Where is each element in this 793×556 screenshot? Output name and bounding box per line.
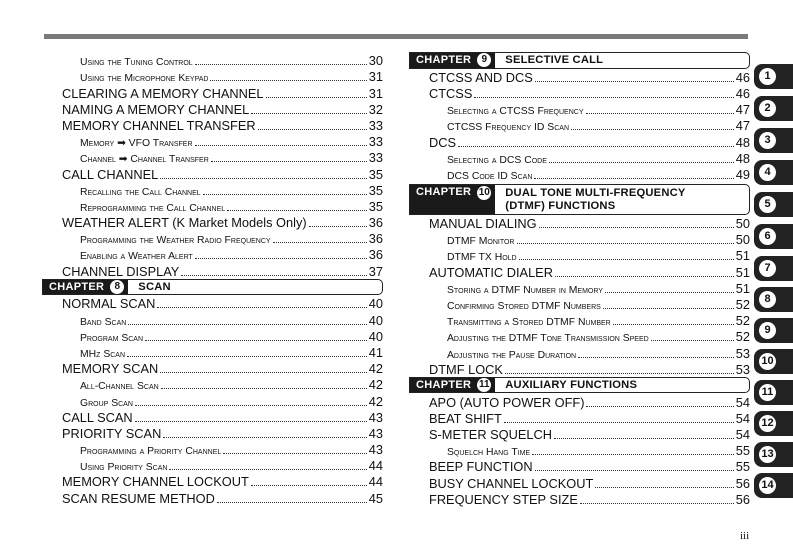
dot-leader [505,373,734,374]
chapter-tab-2[interactable] [754,96,793,121]
entry-page-number: 54 [735,426,750,442]
toc-subsection-entry[interactable] [42,392,383,408]
toc-subsection-entry[interactable] [42,133,383,149]
toc-subsection-entry[interactable] [42,198,383,214]
dot-leader [580,503,734,504]
entry-page-number: 53 [735,345,750,361]
entry-title: Band Scan [80,316,127,328]
entry-page-number: 55 [735,459,750,475]
chapter-heading-9 [409,52,750,69]
dot-leader [145,340,367,341]
entry-title: DCS [429,134,457,150]
entry-title: MEMORY CHANNEL TRANSFER [62,117,256,133]
entry-title: MANUAL DIALING [429,216,537,232]
toc-right-column [409,52,750,507]
entry-title: Program Scan [80,332,144,344]
dot-leader [517,243,734,244]
entry-page-number: 47 [735,118,750,134]
dot-leader [586,406,733,407]
entry-title: Storing a DTMF Number in Memory [447,284,603,296]
entry-title: PRIORITY SCAN [62,425,162,441]
dot-leader [251,113,367,114]
entry-title: CLEARING A MEMORY CHANNEL [62,85,264,101]
toc-section-entry[interactable] [409,215,750,231]
toc-section-entry[interactable] [409,133,750,149]
entry-title: MEMORY CHANNEL LOCKOUT [62,474,249,490]
toc-subsection-entry[interactable] [409,296,750,312]
chapter-word: CHAPTER [416,379,472,392]
toc-section-entry[interactable] [409,458,750,474]
chapter-tab-4[interactable] [754,160,793,185]
chapter-title: SCAN [138,280,171,293]
toc-subsection-entry[interactable] [42,149,383,165]
entry-page-number: 33 [368,134,383,150]
toc-section-entry[interactable] [42,101,383,117]
entry-title: DTMF TX Hold [447,252,517,264]
entry-page-number: 48 [735,134,750,150]
chapter-tab-number: 7 [759,260,776,277]
chapter-tab-number: 8 [759,291,776,308]
chapter-word: CHAPTER [416,54,472,67]
chapter-tab-number: 11 [759,384,776,401]
toc-section-entry[interactable] [409,426,750,442]
dot-leader [211,161,367,162]
entry-page-number: 51 [735,264,750,280]
dot-leader [195,145,367,146]
entry-page-number: 54 [735,394,750,410]
chapter-label [410,53,495,68]
entry-page-number: 43 [368,442,383,458]
entry-page-number: 46 [735,85,750,101]
dot-leader [160,372,367,373]
chapter-tab-number: 10 [759,353,776,370]
entry-page-number: 50 [735,216,750,232]
toc-subsection-entry[interactable] [42,52,383,68]
chapter-tab-13[interactable] [754,442,793,467]
chapter-tab-9[interactable] [754,318,793,343]
dot-leader [651,340,734,341]
dot-leader [181,275,366,276]
toc-section-entry[interactable] [42,165,383,181]
dot-leader [128,324,366,325]
entry-title: BEEP FUNCTION [429,459,533,475]
entry-page-number: 47 [735,102,750,118]
toc-subsection-entry[interactable] [42,457,383,473]
toc-section-entry[interactable] [42,360,383,376]
chapter-word: CHAPTER [416,185,472,198]
toc-subsection-entry[interactable] [42,68,383,84]
entry-page-number: 32 [368,101,383,117]
entry-title: Reprogramming the Call Channel [80,202,226,214]
dot-leader [595,487,733,488]
toc-section-entry[interactable] [409,474,750,490]
chapter-title: AUXILIARY FUNCTIONS [505,379,638,392]
entry-page-number: 54 [735,410,750,426]
toc-subsection-entry[interactable] [42,311,383,327]
chapter-tab-6[interactable] [754,224,793,249]
chapter-tab-number: 5 [759,196,776,213]
entry-page-number: 52 [735,313,750,329]
toc-subsection-entry[interactable] [409,117,750,133]
dot-leader [504,422,734,423]
chapter-title: SELECTIVE CALL [505,54,604,67]
entry-title: Using Priority Scan [80,462,168,474]
entry-page-number: 55 [735,443,750,459]
entry-page-number: 43 [368,425,383,441]
dot-leader [578,357,734,358]
dot-leader [227,210,367,211]
dot-leader [474,97,733,98]
chapter-tab-14[interactable] [754,473,793,498]
entry-title: Recalling the Call Channel [80,186,201,198]
chapter-tab-number: 4 [759,164,776,181]
entry-title: MHz Scan [80,348,126,360]
chapter-tab-11[interactable] [754,380,793,405]
chapter-tab-7[interactable] [754,256,793,281]
toc-subsection-entry[interactable] [409,442,750,458]
entry-page-number: 42 [368,361,383,377]
entry-page-number: 40 [368,328,383,344]
toc-section-entry[interactable] [42,84,383,100]
dot-leader [539,227,734,228]
entry-page-number: 43 [368,409,383,425]
top-rule [44,34,748,39]
entry-page-number: 35 [368,198,383,214]
chapter-number-badge: 8 [110,280,124,294]
toc-subsection-entry[interactable] [409,101,750,117]
entry-title: All-Channel Scan [80,381,159,393]
entry-title: Squelch Hang Time [447,447,531,459]
toc-section-entry[interactable] [409,491,750,507]
toc-section-entry[interactable] [42,262,383,278]
entry-page-number: 51 [735,280,750,296]
chapter-number-badge: 10 [478,186,490,198]
toc-section-entry[interactable] [409,410,750,426]
entry-page-number: 49 [735,166,750,182]
dot-leader [223,453,367,454]
chapter-tab-number: 9 [759,322,776,339]
entry-page-number: 52 [735,297,750,313]
entry-page-number: 44 [368,474,383,490]
toc-subsection-entry[interactable] [42,182,383,198]
page-number: iii [740,530,750,542]
entry-title: Memory ➡ VFO Transfer [80,138,193,150]
entry-page-number: 56 [735,475,750,491]
entry-page-number: 40 [368,296,383,312]
entry-title: BUSY CHANNEL LOCKOUT [429,475,594,491]
entry-title: NAMING A MEMORY CHANNEL [62,101,250,117]
dot-leader [554,438,734,439]
entry-title: Group Scan [80,397,133,409]
chapter-tab-12[interactable] [754,411,793,436]
entry-title: Selecting a CTCSS Frequency [447,106,584,118]
entry-title: BEAT SHIFT [429,410,502,426]
toc-subsection-entry[interactable] [409,247,750,263]
toc-section-entry[interactable] [409,361,750,377]
dot-leader [535,81,734,82]
dot-leader [519,259,734,260]
chapter-label [410,185,495,214]
entry-page-number: 48 [735,150,750,166]
entry-page-number: 41 [368,344,383,360]
entry-page-number: 37 [368,263,383,279]
entry-title: NORMAL SCAN [62,296,156,312]
chapter-tab-number: 1 [759,68,776,85]
toc-section-entry[interactable] [42,409,383,425]
dot-leader [309,226,367,227]
entry-title: CTCSS [429,85,473,101]
dot-leader [161,388,367,389]
dot-leader [127,356,367,357]
chapter-tab-number: 6 [759,228,776,245]
dot-leader [135,405,367,406]
entry-title: Using the Tuning Control [80,57,193,69]
chapter-tab-10[interactable] [754,349,793,374]
entry-page-number: 35 [368,166,383,182]
toc-subsection-entry[interactable] [409,280,750,296]
dot-leader [555,276,734,277]
entry-title: SCAN RESUME METHOD [62,490,215,506]
dot-leader [586,113,734,114]
chapter-word: CHAPTER [49,280,105,293]
entry-title: Programming a Priority Channel [80,446,222,458]
entry-title: Enabling a Weather Alert [80,251,193,263]
entry-page-number: 44 [368,458,383,474]
dot-leader [135,421,367,422]
entry-title: Adjusting the Pause Duration [447,349,577,361]
dot-leader [534,178,733,179]
entry-title: FREQUENCY STEP SIZE [429,491,578,507]
entry-title: DCS Code ID Scan [447,170,533,182]
dot-leader [160,178,367,179]
entry-page-number: 31 [368,85,383,101]
dot-leader [532,454,734,455]
chapter-tab-number: 3 [759,132,776,149]
dot-leader [458,146,734,147]
entry-title: DTMF LOCK [429,361,503,377]
entry-title: Selecting a DCS Code [447,154,547,166]
entry-title: CALL SCAN [62,409,133,425]
dot-leader [613,324,734,325]
entry-page-number: 42 [368,377,383,393]
entry-page-number: 50 [735,232,750,248]
toc-section-entry[interactable] [409,393,750,409]
chapter-tab-3[interactable] [754,128,793,153]
entry-title: Programming the Weather Radio Frequency [80,235,271,247]
toc-section-entry[interactable] [42,117,383,133]
chapter-tab-number: 12 [759,415,776,432]
toc-subsection-entry[interactable] [409,328,750,344]
entry-title: Using the Microphone Keypad [80,73,209,85]
entry-title: DTMF Monitor [447,236,515,248]
entry-title: Transmitting a Stored DTMF Number [447,317,611,329]
dot-leader [535,470,734,471]
toc-subsection-entry[interactable] [409,150,750,166]
dot-leader [157,307,366,308]
dot-leader [603,308,734,309]
toc-section-entry[interactable] [42,425,383,441]
entry-title: AUTOMATIC DIALER [429,264,553,280]
chapter-label [410,378,495,393]
entry-page-number: 30 [368,53,383,69]
dot-leader [169,469,366,470]
entry-page-number: 53 [735,361,750,377]
dot-leader [217,502,367,503]
entry-page-number: 36 [368,215,383,231]
entry-page-number: 46 [735,69,750,85]
toc-section-entry[interactable] [409,263,750,279]
toc-subsection-entry[interactable] [42,328,383,344]
dot-leader [195,258,367,259]
chapter-label [43,280,128,295]
entry-page-number: 33 [368,150,383,166]
entry-page-number: 36 [368,247,383,263]
dot-leader [605,292,734,293]
dot-leader [549,162,734,163]
entry-page-number: 36 [368,231,383,247]
dot-leader [251,485,367,486]
entry-page-number: 52 [735,329,750,345]
toc-subsection-entry[interactable] [409,166,750,182]
entry-title: APO (AUTO POWER OFF) [429,394,585,410]
toc-left-column [42,52,383,506]
chapter-number-badge: 9 [477,53,491,67]
entry-title: Channel ➡ Channel Transfer [80,154,209,166]
toc-subsection-entry[interactable] [409,344,750,360]
entry-page-number: 51 [735,248,750,264]
toc-section-entry[interactable] [409,85,750,101]
entry-title: Confirming Stored DTMF Numbers [447,301,601,313]
chapter-tab-8[interactable] [754,287,793,312]
entry-title: MEMORY SCAN [62,361,159,377]
chapter-tab-number: 2 [759,100,776,117]
entry-page-number: 45 [368,490,383,506]
toc-section-entry[interactable] [42,489,383,505]
dot-leader [273,242,367,243]
toc-subsection-entry[interactable] [42,376,383,392]
entry-title: CTCSS AND DCS [429,69,533,85]
entry-page-number: 33 [368,117,383,133]
toc-subsection-entry[interactable] [42,230,383,246]
toc-section-entry[interactable] [409,69,750,85]
entry-title: CHANNEL DISPLAY [62,263,180,279]
toc-subsection-entry[interactable] [42,344,383,360]
dot-leader [203,194,367,195]
toc-section-entry[interactable] [42,295,383,311]
toc-subsection-entry[interactable] [409,231,750,247]
chapter-tab-number: 14 [759,477,776,494]
dot-leader [195,64,367,65]
chapter-number-badge: 11 [478,379,490,391]
entry-page-number: 31 [368,69,383,85]
entry-page-number: 42 [368,393,383,409]
toc-subsection-entry[interactable] [409,312,750,328]
entry-title: CALL CHANNEL [62,166,159,182]
chapter-tab-number: 13 [759,446,776,463]
chapter-heading-8 [42,279,383,296]
entry-page-number: 56 [735,491,750,507]
toc-section-entry[interactable] [42,214,383,230]
chapter-title: DUAL TONE MULTI-FREQUENCY (DTMF) FUNCTIONS [505,186,686,212]
entry-title: CTCSS Frequency ID Scan [447,122,569,134]
chapter-tab-1[interactable] [754,64,793,89]
chapter-heading-11 [409,377,750,394]
chapter-heading-10 [409,184,750,215]
entry-title: Adjusting the DTMF Tone Transmission Speed [447,333,649,345]
dot-leader [266,97,367,98]
entry-page-number: 35 [368,182,383,198]
dot-leader [571,129,734,130]
toc-section-entry[interactable] [42,473,383,489]
toc-subsection-entry[interactable] [42,441,383,457]
entry-title: S-METER SQUELCH [429,426,553,442]
entry-title: WEATHER ALERT (K Market Models Only) [62,215,307,231]
toc-subsection-entry[interactable] [42,246,383,262]
dot-leader [258,129,367,130]
chapter-tab-5[interactable] [754,192,793,217]
entry-page-number: 40 [368,312,383,328]
dot-leader [210,80,366,81]
dot-leader [163,437,366,438]
